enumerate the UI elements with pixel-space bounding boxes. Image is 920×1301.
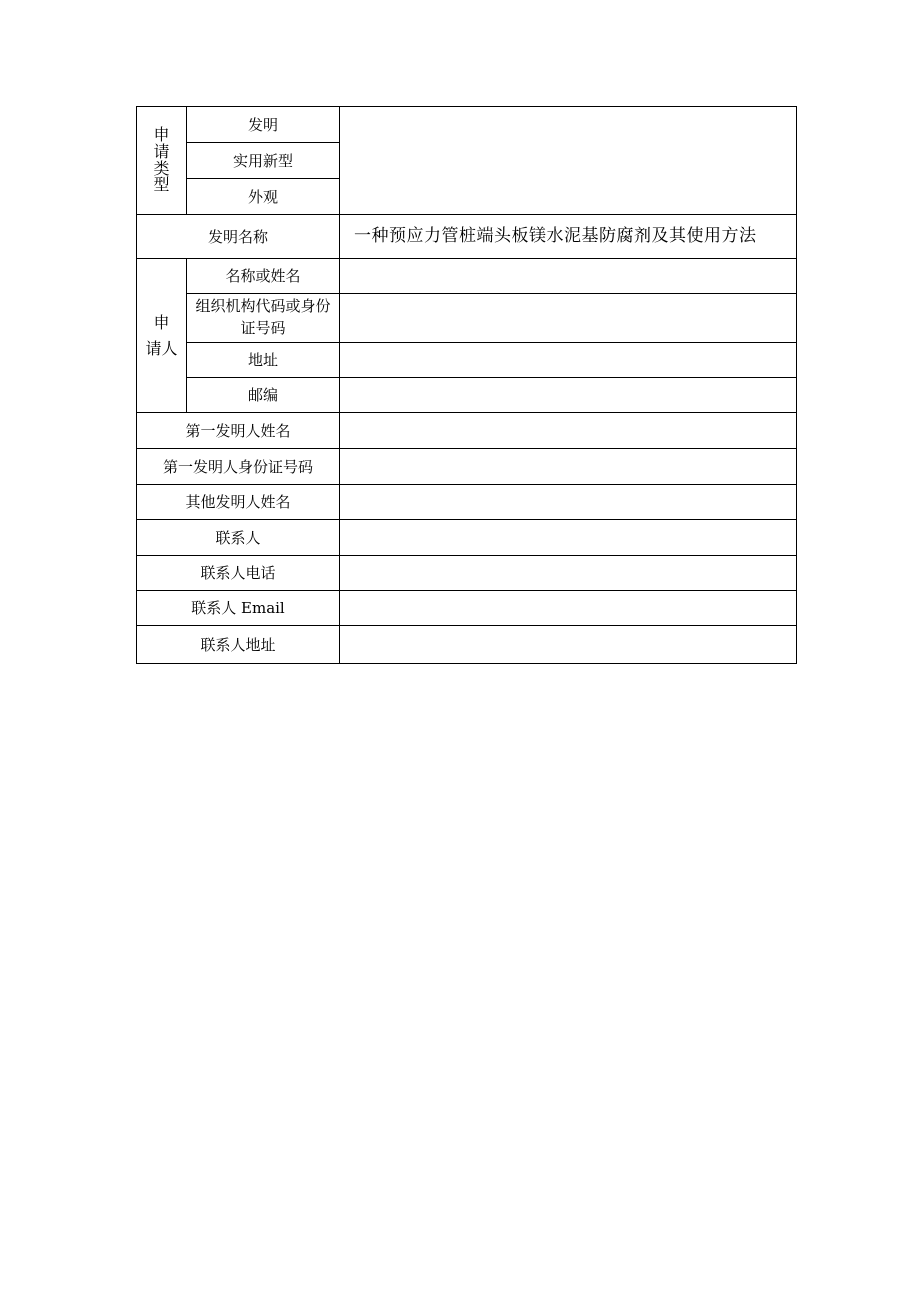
invention-name-label: 发明名称 xyxy=(137,215,340,259)
first-inventor-name-row xyxy=(137,413,797,449)
contact-email-row xyxy=(137,591,797,626)
other-inventors-value[interactable] xyxy=(340,485,797,520)
contact-email-label: 联系人 Email xyxy=(137,591,340,626)
first-inventor-id-value[interactable] xyxy=(340,449,797,485)
first-inventor-name-label: 第一发明人姓名 xyxy=(137,413,340,449)
app-type-row-invention xyxy=(137,107,797,143)
contact-phone-row xyxy=(137,556,797,591)
applicant-postcode-label: 邮编 xyxy=(187,378,340,413)
contact-address-value[interactable] xyxy=(340,626,797,664)
applicant-row-id xyxy=(137,294,797,343)
applicant-row-name xyxy=(137,259,797,294)
first-inventor-name-value[interactable] xyxy=(340,413,797,449)
applicant-row-postcode xyxy=(137,378,797,413)
other-inventors-row xyxy=(137,485,797,520)
first-inventor-id-label: 第一发明人身份证号码 xyxy=(137,449,340,485)
applicant-group-label-line2: 请人 xyxy=(145,338,178,358)
app-type-option-design[interactable]: 外观 xyxy=(187,179,340,215)
contact-phone-value[interactable] xyxy=(340,556,797,591)
app-type-option-utility-model[interactable]: 实用新型 xyxy=(187,143,340,179)
first-inventor-id-row xyxy=(137,449,797,485)
contact-phone-label: 联系人电话 xyxy=(137,556,340,591)
contact-address-row xyxy=(137,626,797,664)
patent-application-form xyxy=(136,106,797,664)
contact-address-label: 联系人地址 xyxy=(137,626,340,664)
applicant-id-value[interactable] xyxy=(340,294,797,343)
applicant-postcode-value[interactable] xyxy=(340,378,797,413)
contact-email-value[interactable] xyxy=(340,591,797,626)
invention-name-value[interactable]: 一种预应力管桩端头板镁水泥基防腐剂及其使用方法 xyxy=(340,215,797,259)
other-inventors-label: 其他发明人姓名 xyxy=(137,485,340,520)
applicant-address-label: 地址 xyxy=(187,343,340,378)
applicant-id-label: 组织机构代码或身份证号码 xyxy=(187,294,340,343)
contact-label: 联系人 xyxy=(137,520,340,556)
applicant-address-value[interactable] xyxy=(340,343,797,378)
app-type-value-cell[interactable] xyxy=(340,107,797,215)
app-type-option-invention[interactable]: 发明 xyxy=(187,107,340,143)
applicant-name-label: 名称或姓名 xyxy=(187,259,340,294)
invention-name-row xyxy=(137,215,797,259)
contact-value[interactable] xyxy=(340,520,797,556)
applicant-group-label-line1: 申 xyxy=(153,312,170,332)
app-type-group-label: 申请类型 xyxy=(137,107,187,215)
applicant-name-value[interactable] xyxy=(340,259,797,294)
applicant-group-label xyxy=(137,259,187,413)
contact-row xyxy=(137,520,797,556)
applicant-row-address xyxy=(137,343,797,378)
